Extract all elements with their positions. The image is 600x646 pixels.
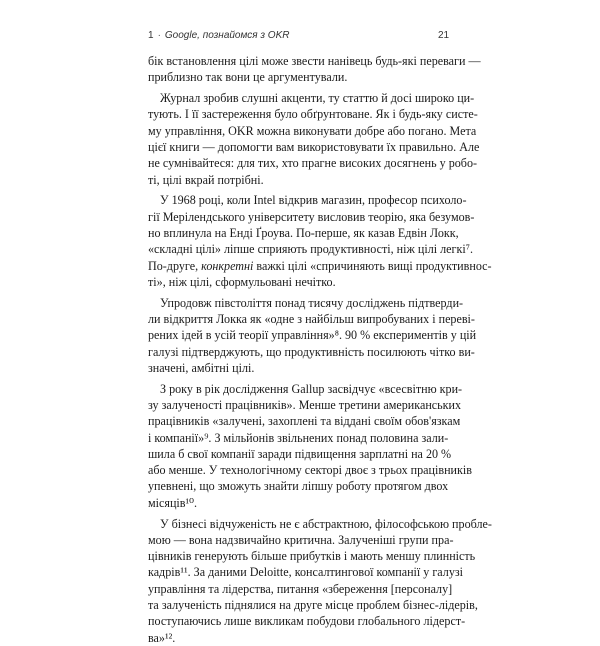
text-line: значені, амбітні цілі. — [148, 360, 255, 375]
running-head — [148, 30, 289, 41]
emphasis: конкретні — [201, 258, 254, 273]
text-line: рених ідей в усій теорії управління»⁸. 90 % експериментів у цій — [148, 328, 477, 343]
paragraph — [148, 53, 481, 86]
text-line: тують. І її застереження було обґрунтоване. Як і будь-яку систе- — [148, 107, 478, 122]
chapter-number: 1 — [148, 30, 154, 41]
paragraph — [148, 381, 472, 511]
text-line: поступаючись лише викликам побудови глобального лідерст- — [148, 614, 466, 629]
text-line: кадрів¹¹. За даними Deloitte, консалтингової компанії у галузі — [148, 565, 464, 580]
text-line: мою — вона надзвичайно критична. Залученіші групи пра- — [148, 532, 454, 547]
text-line: та залученість піднялися на друге місце проблем бізнес-лідерів, — [148, 598, 478, 612]
text-line: приблизно так вони це аргументували. — [148, 70, 348, 85]
chapter-title: Google, познайомся з OKR — [164, 30, 290, 41]
text-line: не сумнівайтеся: для тих, хто прагне високих досягнень у робо- — [148, 156, 478, 171]
text-line: З року в рік дослідження Gallup засвідчує «всесвітню кри- — [160, 381, 463, 396]
paragraph — [148, 295, 477, 376]
text-line: гії Мерілендського університету висловив теорію, яка безумов- — [148, 209, 475, 224]
text-line: управління та лідерства, питання «збереження [персоналу] — [148, 581, 453, 596]
paragraph — [148, 192, 492, 290]
text-line: або менше. У технологічному секторі двоє з трьох працівників — [148, 463, 472, 478]
text-line: му управління, OKR можна виконувати добре або погано. Мета — [148, 123, 477, 138]
text-line: ті, цілі вкрай потрібні. — [148, 172, 264, 187]
text-line: шила б свої компанії заради підвищення зарплатні на 20 % — [148, 446, 452, 461]
body-text — [148, 53, 492, 646]
text-line: місяців¹⁰. — [148, 495, 197, 510]
text-line: цієї книги — допомогти вам використовувати їх правильно. Але — [148, 139, 480, 154]
header-separator: · — [157, 30, 161, 41]
text-line: По-друге, конкретні важкі цілі «спричиняють вищі продуктивнос- — [148, 258, 492, 273]
text-line: Журнал зробив слушні акценти, ту статтю й досі широко ци- — [160, 91, 475, 106]
paragraph — [148, 516, 492, 646]
page-number: 21 — [438, 30, 450, 41]
text-line: працівників «залучені, захоплені та віддані своїм обов'язкам — [148, 414, 461, 429]
text-line: і компанії»⁹. З мільйонів звільнених понад половина зали- — [148, 430, 449, 445]
text-line: галузі підтверджують, що продуктивність посилюють чітко ви- — [148, 344, 475, 359]
text-line: зу залученості працівників». Менше третини американських — [148, 397, 462, 412]
text-line: ли відкриття Локка як «одне з найбільш випробуваних і переві- — [148, 311, 475, 326]
text-line: ва»¹². — [148, 630, 176, 645]
text-line: «складні цілі» ліпше сприяють продуктивності, ніж цілі легкі⁷. — [148, 242, 473, 257]
text-line: упевнені, що зможуть знайти ліпшу роботу протягом двох — [148, 479, 449, 494]
text-line: Упродовж півстоліття понад тисячу досліджень підтверди- — [160, 295, 464, 310]
text-line: У бізнесі відчуженість не є абстрактною, філософською пробле- — [160, 516, 492, 531]
text-line: ті», ніж цілі, сформульовані нечітко. — [148, 274, 336, 289]
text-line: но вплинула на Енді Ґроува. По-перше, як казав Едвін Локк, — [148, 225, 459, 240]
paragraph — [148, 90, 480, 188]
text-line: цівників генерують більше прибутків і мають меншу плинність — [148, 549, 476, 564]
text-line: У 1968 році, коли Intel відкрив магазин, професор психоло- — [160, 193, 467, 208]
text-line: бік встановлення цілі може звести нанівець будь-які переваги — — [148, 54, 481, 68]
